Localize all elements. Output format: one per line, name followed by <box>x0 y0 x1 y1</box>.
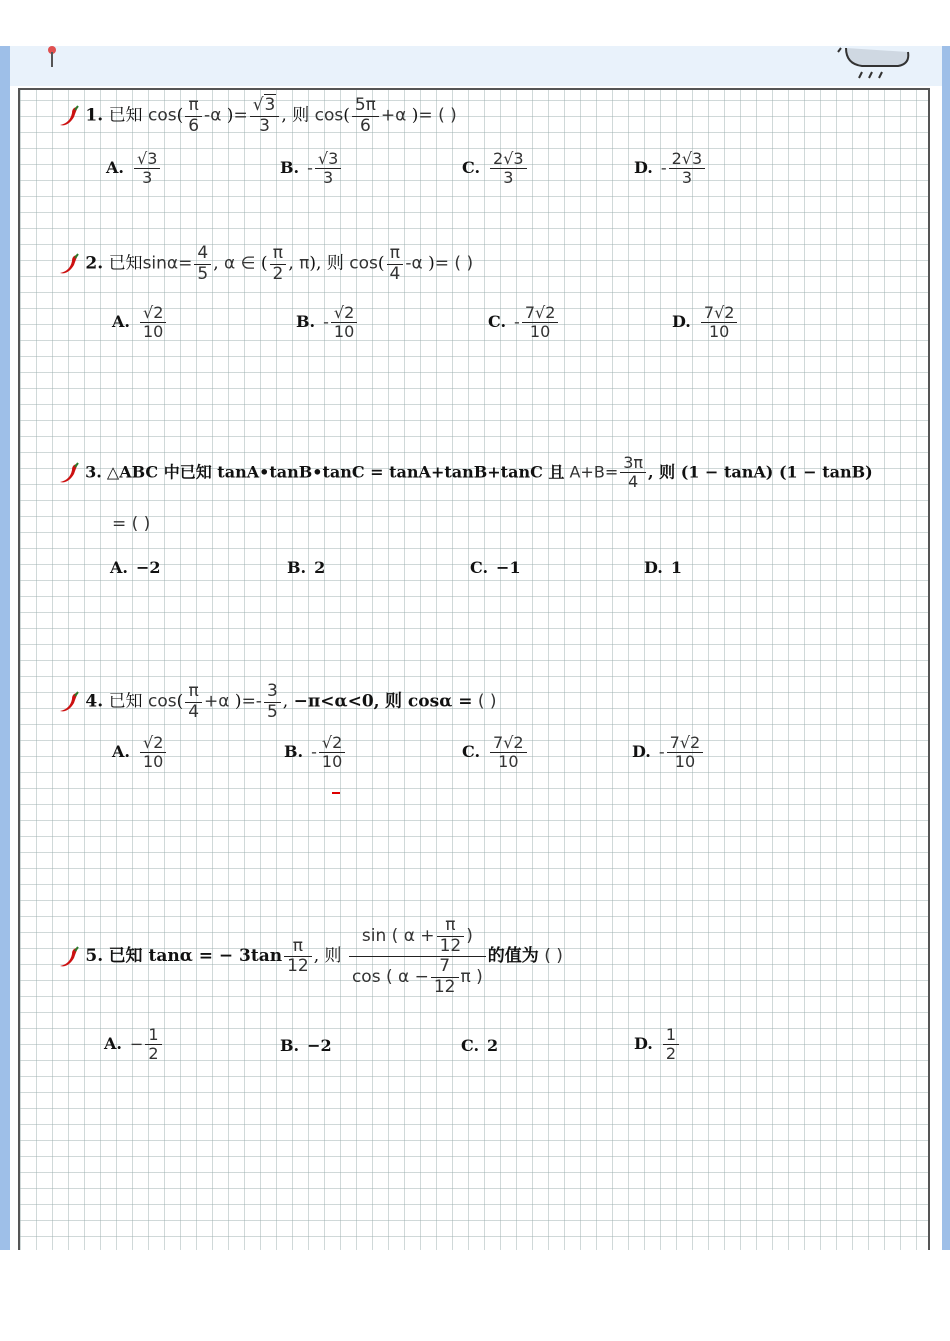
chili-pepper-icon <box>58 253 80 275</box>
question-number: 4. <box>85 691 104 712</box>
question-number: 5. <box>85 946 104 967</box>
question-4: 4. 已知 cos( $\frac{\pi}{4}$ +α )=- $\frac{3}{5}$ , −π<α<0, 则 cosα = ( ) <box>58 682 497 722</box>
q3-option-d[interactable]: D. 1 <box>644 558 683 577</box>
q5-option-a[interactable]: A. − $\frac{1}{2}$ <box>104 1026 164 1064</box>
question-prefix: 已知 <box>108 105 143 126</box>
question-3: 3. △ABC 中已知 tanA•tanB•tanC = tanA+tanB+tanC 且 A+B= $\frac{3\pi}{4}$ , 则 (1 − tanA) (1 − tanB) <box>58 454 873 492</box>
q4-option-a[interactable]: A. $\frac{√2}{10}$ <box>112 734 168 772</box>
fraction-pi-6: $\frac{\pi}{6}$ <box>185 96 202 136</box>
answer-blank[interactable]: ( ) <box>454 253 474 274</box>
question-prefix: 已知 <box>108 691 143 712</box>
q1-option-d[interactable]: D. - $\frac{2√3}{3}$ <box>634 150 707 188</box>
q3-option-a[interactable]: A. −2 <box>110 558 161 577</box>
question-prefix: 已知 tanα = − 3tan <box>108 946 283 967</box>
q3-option-c[interactable]: C. −1 <box>470 558 521 577</box>
question-number: 1. <box>85 105 104 126</box>
chili-pepper-icon <box>58 946 80 968</box>
q2-option-c[interactable]: C. - $\frac{7√2}{10}$ <box>488 304 560 342</box>
q1-option-c[interactable]: C. $\frac{2√3}{3}$ <box>462 150 529 188</box>
q5-option-d[interactable]: D. $\frac{1}{2}$ <box>634 1026 681 1064</box>
q2-option-d[interactable]: D. $\frac{7√2}{10}$ <box>672 304 739 342</box>
answer-blank[interactable]: ( ) <box>438 105 457 126</box>
q5-option-b[interactable]: B. −2 <box>280 1036 332 1055</box>
q5-option-c[interactable]: C. 2 <box>461 1036 499 1055</box>
q1-option-b[interactable]: B. - $\frac{√3}{3}$ <box>280 150 343 188</box>
q3-option-b[interactable]: B. 2 <box>287 558 326 577</box>
q4-option-d[interactable]: D. - $\frac{7√2}{10}$ <box>632 734 705 772</box>
cos-term: cos <box>147 105 177 126</box>
chili-pepper-icon <box>58 105 80 127</box>
answer-blank[interactable]: ( ) <box>477 691 497 712</box>
pushpin-icon <box>44 46 60 68</box>
chili-pepper-icon <box>58 691 80 713</box>
fraction-root3-3: $\frac{√3}{3}$ <box>250 96 280 136</box>
right-scrollbar[interactable] <box>942 46 950 1250</box>
question-1: 1. 已知 cos( $\frac{\pi}{6}$ -α )= $\frac{√3}{3}$ , 则 cos( $\frac{5\pi}{6}$ +α )= ( ) <box>58 96 457 136</box>
question-2: 2. 已知sinα= $\frac{4}{5}$ , α ∈ ( $\frac{\pi}{2}$ , π), 则 cos( $\frac{\pi}{4}$ -α )= ( ) <box>58 244 473 284</box>
question-text: △ABC 中已知 tanA•tanB•tanC = tanA+tanB+tanC 且 <box>106 462 565 482</box>
red-pen-mark <box>332 792 340 794</box>
top-banner <box>10 46 942 86</box>
big-fraction: sin ( α + $\frac{\pi}{12}$ ) cos ( α − $\frac{7}{12}$ π ) <box>349 916 486 997</box>
question-number: 2. <box>85 253 104 274</box>
q2-option-b[interactable]: B. - $\frac{√2}{10}$ <box>296 304 359 342</box>
question-5: 5. 已知 tanα = − 3tan $\frac{\pi}{12}$ , 则 sin ( α + $\frac{\pi}{12}$ ) cos ( α − $\frac{7}{12}$ π ) 的值为 ( ) <box>58 916 563 997</box>
question-stem: 则 <box>292 105 310 126</box>
left-sidebar <box>0 46 10 1250</box>
q1-option-a[interactable]: A. $\frac{√3}{3}$ <box>106 150 162 188</box>
answer-blank[interactable]: ( ) <box>544 946 563 967</box>
q4-option-c[interactable]: C. $\frac{7√2}{10}$ <box>462 734 529 772</box>
chili-pepper-icon <box>58 462 80 484</box>
q2-option-a[interactable]: A. $\frac{√2}{10}$ <box>112 304 168 342</box>
rain-cloud-icon <box>832 42 912 82</box>
question-prefix: 已知 <box>108 253 143 274</box>
question-3-answer-line[interactable]: = ( ) <box>112 514 151 534</box>
q4-option-b[interactable]: B. - $\frac{√2}{10}$ <box>284 734 347 772</box>
question-number: 3. <box>85 462 102 482</box>
fraction-5pi-6: $\frac{5\pi}{6}$ <box>352 96 379 136</box>
